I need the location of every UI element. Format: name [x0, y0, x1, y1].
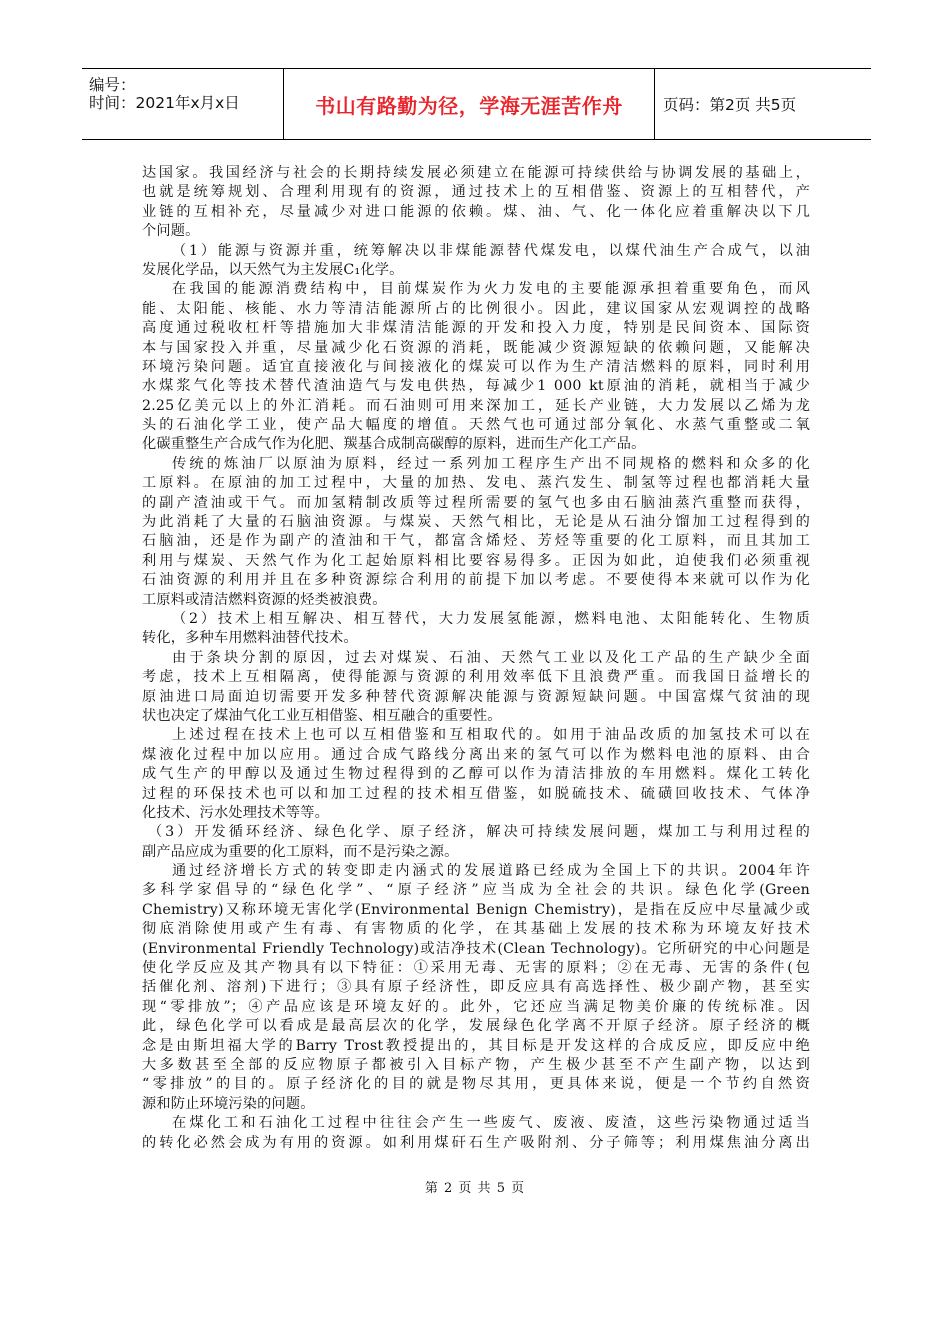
text-line: (Environmental Friendly Technology)或洁净技术(Clean Technology)。它所研究的中心问题是	[142, 940, 810, 957]
text-line: 状也决定了煤油气化工业互相借鉴、相互融合的重要性。	[142, 707, 502, 724]
text-line: “零排放”的目的。原子经济化的目的就是物尽其用，更具体来说，便是一个节约自然资	[142, 1076, 810, 1093]
text-line: 括催化剂、溶剂)下进行；③具有原子经济性，即反应具有高选择性、极少副产物，甚至实	[142, 979, 810, 996]
text-line: 原油进口局面迫切需要开发多种替代资源解决能源与资源短缺问题。中国富煤气贫油的现	[142, 688, 810, 705]
text-line: （1）能源与资源并重，统筹解决以非煤能源替代煤发电，以煤代油生产合成气，以油	[172, 242, 810, 259]
text-line: 的副产渣油或干气。而加氢精制改质等过程所需要的氢气也多由石脑油蒸汽重整而获得，	[142, 494, 810, 511]
header-page-number: 页码：第2页 共5页	[663, 96, 797, 114]
text-line: 化技术、污水处理技术等等。	[142, 804, 330, 821]
text-line: 环境污染问题。适宜直接液化与间接液化的煤炭可以作为生产清洁燃料的原料，同时利用	[142, 358, 810, 375]
text-line: （3）开发循环经济、绿色化学、原子经济，解决可持续发展问题，煤加工与利用过程的	[148, 824, 810, 841]
text-line: 利用与煤炭、天然气作为化工起始原料相比要容易得多。正因为如此，迫使我们必须重视	[142, 552, 810, 569]
document-time-label: 时间：2021年x月x日	[89, 94, 240, 112]
text-line: 业链的互相补充，尽量减少对进口能源的依赖。煤、油、气、化一体化应着重解决以下几	[142, 203, 810, 220]
text-line: 副产品应成为重要的化工原料，而不是污染之源。	[142, 843, 459, 860]
page-footer: 第 2 页 共 5 页	[424, 1181, 526, 1196]
text-line: 石油资源的利用并且在多种资源综合利用的前提下加以考虑。不要使得本来就可以作为化	[142, 572, 810, 589]
text-line: 化碳重整生产合成气作为化肥、羰基合成制高碳醇的原料，进而生产化工产品。	[142, 436, 646, 453]
text-line: 水煤浆气化等技术替代渣油造气与发电供热，每减少1 000 kt原油的消耗，就相当于减少	[142, 378, 810, 395]
text-line: 在我国的能源消费结构中，目前煤炭作为火力发电的主要能源承担着重要角色，而风	[172, 281, 810, 298]
header-motto: 书山有路勤为径，学海无涯苦作舟	[315, 93, 623, 118]
text-line: 也就是统筹规划、合理利用现有的资源，通过技术上的互相借鉴、资源上的互相替代，产	[142, 184, 810, 201]
text-line: 发展化学品，以天然气为主发展C₁化学。	[142, 261, 404, 278]
text-line: 由于条块分割的原因，过去对煤炭、石油、天然气工业以及化工产品的生产缺少全面	[172, 649, 810, 666]
text-line: 念是由斯坦福大学的Barry Trost教授提出的，其目标是开发这样的合成反应，即反应中绝	[142, 1037, 810, 1054]
text-line: 工原料。在原油的加工过程中，大量的加热、发电、蒸汽发生、制氢等过程也都消耗大量	[142, 475, 810, 492]
text-line: 在煤化工和石油化工过程中往往会产生一些废气、废液、废渣，这些污染物通过适当	[172, 1115, 810, 1132]
page-header	[82, 68, 871, 140]
text-line: 的转化必然会成为有用的资源。如利用煤矸石生产吸附剂、分子筛等；利用煤焦油分离出	[142, 1134, 810, 1151]
text-line: 工原料或清洁燃料资源的烃类被浪费。	[142, 591, 387, 608]
text-line: 上述过程在技术上也可以互相借鉴和互相取代的。如用于油品改质的加氢技术可以在	[172, 727, 810, 744]
text-line: 通过经济增长方式的转变即走内涵式的发展道路已经成为全国上下的共识。2004年许	[172, 863, 810, 880]
text-line: 个问题。	[142, 223, 200, 240]
header-page-cell	[655, 69, 871, 139]
text-line: 2.25亿美元以上的外汇消耗。而石油则可用来深加工，延长产业链，大力发展以乙烯为龙	[142, 397, 810, 414]
text-line: Chemistry)又称环境无害化学(Environmental Benign Chemistry)，是指在反应中尽量减少或	[142, 901, 810, 918]
text-line: 此，绿色化学可以看成是最高层次的化学，发展绿色化学离不开原子经济。原子经济的概	[142, 1018, 810, 1035]
header-meta-cell	[82, 69, 284, 139]
text-line: （2）技术上相互解决、相互替代，大力发展氢能源，燃料电池、太阳能转化、生物质	[172, 610, 810, 627]
text-line: 源和防止环境污染的问题。	[142, 1095, 315, 1112]
document-code-label: 编号：	[89, 76, 136, 94]
text-line: 转化，多种车用燃料油替代技术。	[142, 630, 358, 647]
header-motto-cell	[284, 69, 655, 139]
text-line: 煤液化过程中加以应用。通过合成气路线分离出来的氢气可以作为燃料电池的原料、由合	[142, 746, 810, 763]
text-line: 过程的环保技术也可以和加工过程的技术相互借鉴，如脱硫技术、硫磺回收技术、气体净	[142, 785, 810, 802]
text-line: 成气生产的甲醇以及通过生物过程得到的乙醇可以作为清洁排放的车用燃料。煤化工转化	[142, 766, 810, 783]
text-line: 能、太阳能、核能、水力等清洁能源所占的比例很小。因此，建议国家从宏观调控的战略	[142, 300, 810, 317]
text-line: 高度通过税收杠杆等措施加大非煤清洁能源的开发和投入力度，特别是民间资本、国际资	[142, 320, 810, 337]
text-line: 头的石油化学工业，使产品大幅度的增值。天然气也可通过部分氧化、水蒸气重整或二氧	[142, 417, 810, 434]
document-body	[142, 164, 810, 1153]
text-line: 使化学反应及其产物具有以下特征：①采用无毒、无害的原料；②在无毒、无害的条件(包	[142, 960, 810, 977]
text-line: 考虑，技术上互相隔离，使得能源与资源的利用效率低下且浪费严重。而我国日益增长的	[142, 669, 810, 686]
text-line: 彻底消除使用或产生有毒、有害物质的化学，在其基础上发展的技术称为环境友好技术	[142, 921, 810, 938]
text-line: 传统的炼油厂以原油为原料，经过一系列加工程序生产出不同规格的燃料和众多的化	[172, 455, 810, 472]
text-line: 达国家。我国经济与社会的长期持续发展必须建立在能源可持续供给与协调发展的基础上，	[142, 165, 810, 181]
text-line: 本与国家投入并重，尽量减少化石资源的消耗，既能减少资源短缺的依赖问题，又能解决	[142, 339, 810, 356]
text-line: 多科学家倡导的“绿色化学”、“原子经济”应当成为全社会的共识。绿色化学(Green	[142, 882, 810, 899]
text-line: 为此消耗了大量的石脑油资源。与煤炭、天然气相比，无论是从石油分馏加工过程得到的	[142, 514, 810, 531]
text-line: 大多数甚至全部的反应物原子都被引入目标产物，产生极少甚至不产生副产物，以达到	[142, 1056, 810, 1073]
text-line: 石脑油，还是作为副产的渣油和干气，都富含烯烃、芳烃等重要的化工原料，而且其加工	[142, 533, 810, 550]
text-line: 现“零排放”；④产品应该是环境友好的。此外，它还应当满足物美价廉的传统标准。因	[142, 998, 810, 1015]
